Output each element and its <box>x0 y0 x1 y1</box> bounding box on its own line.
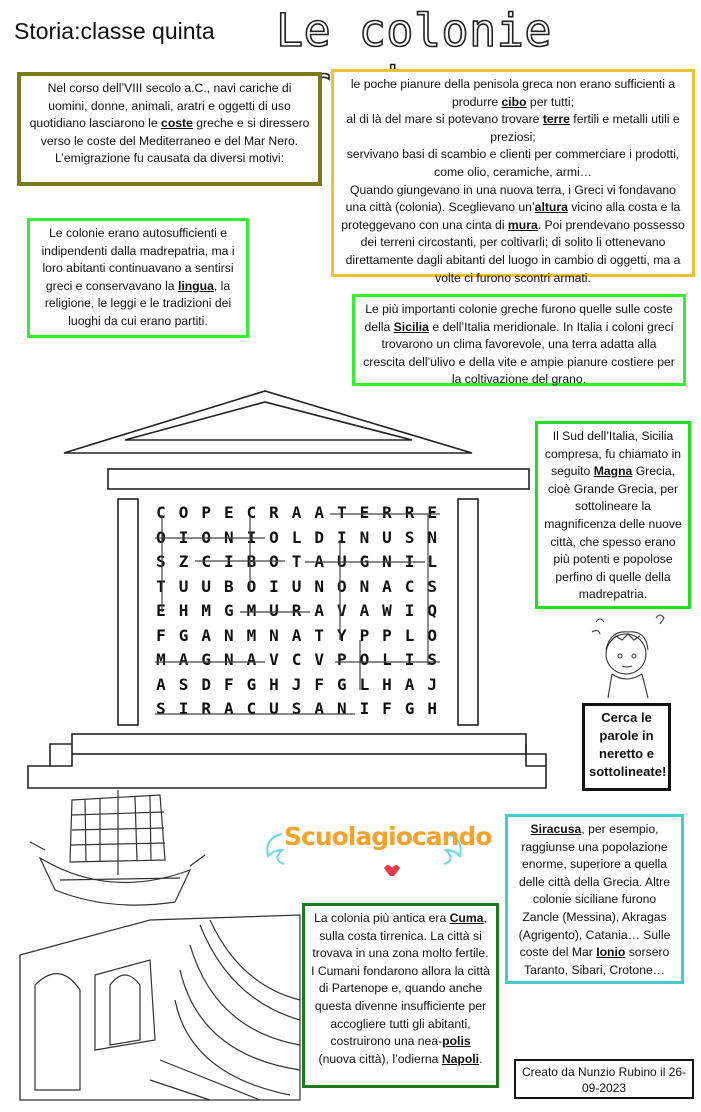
keyword-terre: terre <box>542 112 570 127</box>
motivi-box <box>331 69 695 285</box>
page-subtitle: Storia:classe quinta <box>14 18 215 44</box>
wordsearch-cell[interactable]: M <box>156 650 166 669</box>
wordsearch-cell[interactable]: I <box>223 552 234 571</box>
wordsearch-cell[interactable]: R <box>269 503 279 522</box>
wordsearch-cell[interactable]: D <box>314 527 324 547</box>
wordsearch-cell[interactable]: H <box>382 674 392 694</box>
wordsearch-cell[interactable]: R <box>404 503 415 522</box>
keyword-napoli: Napoli <box>441 1051 480 1066</box>
wordsearch-cell[interactable]: O <box>201 527 211 547</box>
wordsearch-cell[interactable]: P <box>336 650 347 669</box>
wordsearch-cell[interactable]: P <box>201 503 211 522</box>
wordsearch-cell[interactable]: S <box>156 552 166 571</box>
wordsearch-cell[interactable]: N <box>359 576 370 596</box>
wordsearch-cell[interactable]: O <box>156 527 166 547</box>
wordsearch-cell[interactable]: M <box>246 601 257 620</box>
wordsearch-cell[interactable]: U <box>201 576 211 596</box>
keyword-cibo: cibo <box>501 94 527 109</box>
sicilia-text: Le più importanti colonie greche furono quelle sulle coste della Sicilia e dell’Italia meridionale. In Italia i coloni greci trovarono un clima favorevole, una terra adatta alla crescita dell’ulivo e della vite e ampie pianure costiere per la coltivazione del grano. <box>363 302 675 387</box>
intro-text-2: L’emigrazione fu causata da diversi motivi: <box>55 151 284 166</box>
keyword-magna: Magna <box>593 464 633 479</box>
wordsearch-cell[interactable]: R <box>201 699 211 718</box>
wordsearch-cell[interactable]: E <box>156 601 166 620</box>
wordsearch-cell[interactable]: S <box>178 674 189 694</box>
magna-text: Il Sud dell’Italia, Sicilia compresa, fu chiamato in seguito Magna Grecia, cioè Grande Grecia, per sottolineare la magnificenza delle nuove città, che spesso erano più potenti e popolose perfino di quelle della madrepatria. <box>544 429 682 602</box>
motivi-line-2: al di là del mare si potevano trovare terre fertili e metalli utili e preziosi; <box>346 112 680 144</box>
wordsearch-cell[interactable]: O <box>336 576 347 596</box>
wordsearch-cell[interactable]: I <box>404 601 415 620</box>
wordsearch-cell[interactable]: A <box>404 674 415 694</box>
motivi-line-1: le poche pianure della penisola greca non erano sufficienti a produrre cibo per tutti; <box>350 77 676 109</box>
wordsearch-cell[interactable]: N <box>223 650 234 669</box>
cuma-box <box>302 903 499 1088</box>
motivi-line-3: servivano basi di scambio e clienti per commerciare i prodotti, come olio, ceramiche, armi… <box>346 147 680 179</box>
wordsearch-cell[interactable]: N <box>427 527 437 547</box>
wordsearch-cell[interactable]: U <box>269 699 279 718</box>
wordsearch-cell[interactable]: P <box>382 625 392 645</box>
keyword-mura: mura <box>507 217 538 232</box>
wordsearch-cell[interactable]: H <box>178 601 189 620</box>
wordsearch-cell[interactable]: I <box>269 576 279 596</box>
wordsearch-cell[interactable]: L <box>427 552 437 571</box>
cerca-text: Cerca le parole in neretto e sottolineate! <box>589 710 667 779</box>
wordsearch-cell[interactable]: O <box>427 625 437 645</box>
wordsearch-cell[interactable]: O <box>359 650 370 669</box>
wordsearch-cell[interactable]: A <box>382 576 392 596</box>
wordsearch-cell[interactable]: N <box>336 699 347 718</box>
wordsearch-cell[interactable]: A <box>314 601 324 620</box>
wordsearch-cell[interactable]: C <box>156 503 166 522</box>
autonomia-box <box>27 218 249 338</box>
wordsearch-cell[interactable]: A <box>359 601 370 620</box>
wordsearch-cell[interactable]: U <box>178 576 189 596</box>
wordsearch-cell[interactable]: E <box>427 503 437 522</box>
wordsearch-cell[interactable]: I <box>246 527 257 547</box>
credits-text: Creato da Nunzio Rubino il 26-09-2023 <box>521 1065 687 1095</box>
wordsearch-cell[interactable]: I <box>404 552 415 571</box>
wordsearch-cell[interactable]: O <box>178 503 189 522</box>
wordsearch-cell[interactable]: R <box>382 503 392 522</box>
wordsearch-cell[interactable]: A <box>314 699 324 718</box>
child-thinking-illustration <box>588 612 668 700</box>
wordsearch-cell[interactable]: V <box>336 601 347 620</box>
wordsearch-cell[interactable]: N <box>382 552 392 571</box>
wordsearch-cell[interactable]: C <box>201 552 211 571</box>
wordsearch-cell[interactable]: T <box>291 552 302 571</box>
intro-text: Nel corso dell’VIII secolo a.C., navi cariche di uomini, donne, animali, aratri e oggetti di uso quotidiano lasciarono le coste greche e si diressero verso le coste del Mediterraneo e del Mar Nero. <box>29 81 310 148</box>
wordsearch-cell[interactable]: C <box>291 650 302 669</box>
wordsearch-cell[interactable]: V <box>314 650 324 669</box>
wordsearch-cell[interactable]: P <box>359 625 370 645</box>
wordsearch-cell[interactable]: S <box>404 527 415 547</box>
wordsearch-cell[interactable]: N <box>223 527 234 547</box>
wordsearch-cell[interactable]: F <box>223 674 234 694</box>
motivi-line-4: Quando giungevano in una nuova terra, i Greci vi fondavano una città (colonia). Sceglievano un’altura vicino alla costa e la proteggevano con una cinta di mura. Poi prendevano possesso dei terreni circostanti, per coltivarli; di solito li ottenevano direttamente dagli abitanti del luogo in cambio di oggetti, ma a volte ci furono scontri armati. <box>341 182 685 285</box>
wordsearch-cell[interactable]: C <box>246 503 257 522</box>
wordsearch-cell[interactable]: E <box>223 503 234 522</box>
sicilia-box <box>352 294 686 386</box>
wordsearch-cell[interactable]: U <box>336 552 347 571</box>
cuma-text: La colonia più antica era Cuma, sulla costa tirrenica. La città si trovava in una zona molto fertile. I Cumani fondarono allora la città di Partenope e, quando anche questa divenne insufficiente per accogliere tutti gli abitanti, costruirono una nea-polis (nuova città), l’odierna Napoli. <box>311 911 490 1066</box>
keyword-altura: altura <box>534 200 568 215</box>
keyword-ionio: Ionio <box>596 945 626 960</box>
wordsearch-cell[interactable]: O <box>269 527 279 547</box>
wordsearch-cell[interactable]: Q <box>427 601 437 620</box>
wordsearch-grid <box>150 503 440 723</box>
wordsearch-cell[interactable]: L <box>404 625 415 645</box>
wordsearch-cell[interactable]: U <box>382 527 392 547</box>
wordsearch-cell[interactable]: F <box>314 674 324 694</box>
wordsearch-cell[interactable]: N <box>314 576 324 596</box>
wordsearch-cell[interactable]: G <box>178 625 189 645</box>
logo: Scuolagiocando <box>284 822 492 851</box>
wordsearch-cell[interactable]: V <box>269 650 279 669</box>
keyword-polis: polis <box>442 1034 471 1049</box>
keyword-cuma: Cuma <box>449 911 484 925</box>
wordsearch-cell[interactable]: W <box>382 601 392 620</box>
wordsearch-cell[interactable]: O <box>246 576 257 596</box>
wordsearch-cell[interactable]: T <box>336 503 347 522</box>
wordsearch-cell[interactable]: G <box>223 601 234 620</box>
wordsearch-cell[interactable]: S <box>291 699 302 718</box>
wordsearch-cell[interactable]: S <box>156 699 166 718</box>
credits-box <box>514 1059 694 1099</box>
wordsearch-cell[interactable]: N <box>359 527 370 547</box>
siracusa-text: Siracusa, per esempio, raggiunse una popolazione enorme, superiore a quella delle città della Grecia. Altre colonie siciliane furono Zancle (Messina), Akragas (Agrigento), Catania… Sulle coste del Mar Ionio sorsero Taranto, Sibari, Crotone… <box>518 822 671 977</box>
heart-icon <box>384 865 400 876</box>
page-title: Le colonie <box>276 4 552 57</box>
wordsearch-cell[interactable]: I <box>178 527 189 547</box>
wordsearch-cell[interactable]: M <box>201 601 211 620</box>
wordsearch-cell[interactable]: F <box>382 699 392 718</box>
keyword-coste: coste <box>161 116 193 131</box>
wordsearch-cell[interactable]: Z <box>178 552 189 571</box>
wordsearch-cell[interactable]: U <box>291 576 302 596</box>
wordsearch-cell[interactable]: O <box>269 552 279 571</box>
wordsearch-cell[interactable]: G <box>246 674 257 694</box>
wordsearch-cell[interactable]: G <box>201 650 211 669</box>
wordsearch-cell[interactable]: E <box>359 503 370 522</box>
wordsearch-cell[interactable]: T <box>314 625 324 645</box>
wordsearch-cell[interactable]: G <box>336 674 347 694</box>
wordsearch-cell[interactable]: J <box>291 674 302 694</box>
wordsearch-cell[interactable]: L <box>291 527 302 547</box>
wordsearch-cell[interactable]: N <box>223 625 234 645</box>
wordsearch-cell[interactable]: A <box>201 625 211 645</box>
wordsearch-cell[interactable]: A <box>246 650 257 669</box>
keyword-siracusa: Siracusa <box>530 822 582 836</box>
wordsearch-cell[interactable]: A <box>178 650 189 669</box>
wordsearch-cell[interactable]: H <box>427 699 437 718</box>
wordsearch-cell[interactable]: I <box>178 699 189 718</box>
wordsearch-cell[interactable]: I <box>336 527 347 547</box>
wordsearch-cell[interactable]: R <box>291 601 302 620</box>
wordsearch-cell[interactable]: H <box>269 674 279 694</box>
magna-box <box>535 421 691 609</box>
wordsearch-cell[interactable]: A <box>314 552 324 571</box>
wordsearch-cell[interactable]: L <box>382 650 392 669</box>
wordsearch-cell[interactable]: B <box>223 576 234 596</box>
wordsearch-cell[interactable]: G <box>359 552 370 571</box>
wordsearch-cell[interactable]: F <box>156 625 166 645</box>
cerca-box <box>582 703 671 791</box>
wordsearch-cell[interactable]: J <box>427 674 437 694</box>
keyword-lingua: lingua <box>177 278 214 293</box>
wordsearch-cell[interactable]: A <box>156 674 166 694</box>
wordsearch-cell[interactable]: U <box>269 601 279 620</box>
wordsearch-cell[interactable]: G <box>404 699 415 718</box>
wordsearch-cell[interactable]: I <box>404 650 415 669</box>
wordsearch-cell[interactable]: Y <box>336 625 347 645</box>
wordsearch-cell[interactable]: S <box>427 576 437 596</box>
wordsearch-cell[interactable]: C <box>246 699 257 718</box>
wordsearch-cell[interactable]: A <box>314 503 324 522</box>
wordsearch-cell[interactable]: A <box>291 625 302 645</box>
autonomia-text: Le colonie erano autosufficienti e indipendenti dalla madrepatria, ma i loro abitanti continuavano a sentirsi greci e conservavano la lingua, la religione, le leggi e le tradizioni dei luoghi da cui erano partiti. <box>41 226 235 328</box>
siracusa-box <box>505 814 684 984</box>
wordsearch-cell[interactable]: A <box>223 699 234 718</box>
wordsearch-cell[interactable]: A <box>291 503 302 522</box>
intro-box <box>17 72 322 186</box>
wordsearch-cell[interactable]: I <box>359 699 370 718</box>
wordsearch-cell[interactable]: T <box>156 576 166 596</box>
keyword-sicilia: Sicilia <box>393 319 429 334</box>
wordsearch-cell[interactable]: L <box>359 674 370 694</box>
wordsearch-cell[interactable]: S <box>427 650 437 669</box>
wordsearch-cell[interactable]: D <box>201 674 211 694</box>
wordsearch-cell[interactable]: C <box>404 576 415 596</box>
wordsearch-cell[interactable]: M <box>246 625 257 645</box>
wordsearch-cell[interactable]: B <box>246 552 257 571</box>
wordsearch-cell[interactable]: N <box>269 625 279 645</box>
